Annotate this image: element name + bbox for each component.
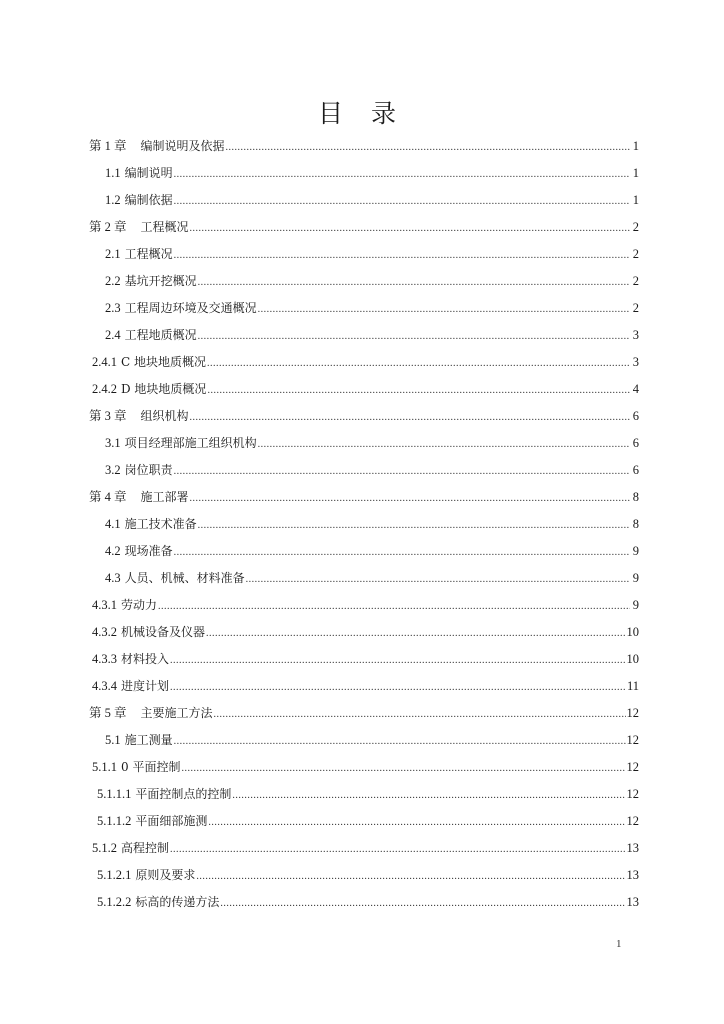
toc-entry-number: 1.1 xyxy=(105,166,121,180)
toc-entry-page: 6 xyxy=(632,436,639,450)
toc-entry[interactable] xyxy=(89,619,639,646)
toc-entry-title: 0 平面控制 xyxy=(121,760,181,774)
toc-entry[interactable] xyxy=(89,349,639,376)
toc-entry-page: 2 xyxy=(632,247,639,261)
toc-entry[interactable] xyxy=(89,214,639,241)
toc-entry-number: 5.1.2.1 xyxy=(97,868,132,882)
toc-entry-page: 2 xyxy=(632,274,639,288)
toc-entry-number: 第 2 章 xyxy=(89,220,127,234)
toc-entry-number: 1.2 xyxy=(105,193,121,207)
toc-entry[interactable] xyxy=(89,565,639,592)
toc-entry-page: 2 xyxy=(632,301,639,315)
toc-entry-page: 12 xyxy=(626,706,639,720)
toc-entry[interactable] xyxy=(89,430,639,457)
toc-entry[interactable] xyxy=(89,754,639,781)
toc-entry-title: 岗位职责 xyxy=(124,463,173,477)
toc-entry-title: 编制依据 xyxy=(124,193,173,207)
page-number: 1 xyxy=(616,938,622,950)
toc-dot-leader xyxy=(174,161,630,188)
toc-dot-leader xyxy=(214,701,626,728)
toc-entry-number: 5.1.2 xyxy=(92,841,117,855)
toc-entry-title: 劳动力 xyxy=(121,598,158,612)
toc-entry-page: 11 xyxy=(626,679,639,693)
toc-entry-page: 1 xyxy=(632,193,639,207)
toc-entry-page: 4 xyxy=(632,382,639,396)
toc-entry-page: 3 xyxy=(632,355,639,369)
toc-entry[interactable] xyxy=(89,511,639,538)
toc-entry-page: 10 xyxy=(626,652,639,666)
toc-entry-number: 2.4.1 xyxy=(92,355,117,369)
toc-entry-page: 9 xyxy=(632,544,639,558)
toc-dot-leader xyxy=(198,323,630,350)
toc-entry-title: 材料投入 xyxy=(121,652,170,666)
toc-entry-title: 项目经理部施工组织机构 xyxy=(124,436,257,450)
toc-entry-number: 2.2 xyxy=(105,274,121,288)
toc-entry-title: 施工测量 xyxy=(124,733,173,747)
toc-entry-title: 现场准备 xyxy=(124,544,173,558)
toc-entry-number: 4.3 xyxy=(105,571,121,585)
toc-entry[interactable] xyxy=(89,322,639,349)
toc-entry[interactable] xyxy=(89,781,639,808)
toc-entry[interactable] xyxy=(89,268,639,295)
toc-dot-leader xyxy=(198,269,630,296)
toc-entry-number: 2.1 xyxy=(105,247,121,261)
toc-dot-leader xyxy=(232,782,625,809)
toc-entry[interactable] xyxy=(89,295,639,322)
toc-entry-page: 13 xyxy=(626,895,639,909)
toc-entry-number: 4.3.3 xyxy=(92,652,117,666)
toc-entry[interactable] xyxy=(89,376,639,403)
toc-entry[interactable] xyxy=(89,538,639,565)
toc-entry[interactable] xyxy=(89,457,639,484)
toc-entry[interactable] xyxy=(89,673,639,700)
toc-entry-page: 12 xyxy=(626,760,639,774)
toc-entry-page: 6 xyxy=(632,463,639,477)
toc-entry-title: 高程控制 xyxy=(121,841,170,855)
toc-dot-leader xyxy=(170,647,625,674)
toc-entry-number: 3.1 xyxy=(105,436,121,450)
toc-entry[interactable] xyxy=(89,592,639,619)
toc-entry[interactable] xyxy=(89,187,639,214)
toc-entry-page: 8 xyxy=(632,490,639,504)
toc-dot-leader xyxy=(198,512,630,539)
toc-dot-leader xyxy=(196,863,625,890)
toc-entry-page: 9 xyxy=(632,571,639,585)
toc-entry-page: 2 xyxy=(632,220,639,234)
toc-entry[interactable] xyxy=(89,835,639,862)
toc-entry-page: 13 xyxy=(626,868,639,882)
toc-dot-leader xyxy=(174,188,630,215)
toc-entry-number: 4.2 xyxy=(105,544,121,558)
toc-dot-leader xyxy=(207,377,630,404)
toc-entry-number: 5.1.1 xyxy=(92,760,117,774)
toc-entry-number: 4.1 xyxy=(105,517,121,531)
toc-entry-number: 2.4 xyxy=(105,328,121,342)
toc-dot-leader xyxy=(190,215,630,242)
toc-entry-page: 12 xyxy=(626,733,639,747)
toc-entry-title: 机械设备及仪器 xyxy=(121,625,206,639)
toc-dot-leader xyxy=(170,674,626,701)
toc-entry-number: 5.1.1.2 xyxy=(97,814,132,828)
toc-entry-number: 4.3.4 xyxy=(92,679,117,693)
toc-entry-title: 进度计划 xyxy=(121,679,170,693)
toc-entry-title: 主要施工方法 xyxy=(140,706,213,720)
toc-dot-leader xyxy=(258,431,630,458)
toc-entry-number: 5.1.2.2 xyxy=(97,895,132,909)
toc-entry-title: 工程概况 xyxy=(124,247,173,261)
toc-entry-page: 13 xyxy=(626,841,639,855)
toc-entry-title: 原则及要求 xyxy=(135,868,196,882)
toc-entry-number: 5.1.1.1 xyxy=(97,787,132,801)
toc-entry-page: 1 xyxy=(632,139,639,153)
toc-entry-title: C 地块地质概况 xyxy=(121,355,206,369)
toc-dot-leader xyxy=(208,809,625,836)
toc-dot-leader xyxy=(258,296,630,323)
toc-entry[interactable] xyxy=(89,862,639,889)
table-of-contents xyxy=(89,133,639,916)
toc-dot-leader xyxy=(174,458,630,485)
toc-entry-page: 1 xyxy=(632,166,639,180)
toc-title: 目 录 xyxy=(318,99,406,128)
toc-entry[interactable] xyxy=(89,160,639,187)
toc-dot-leader xyxy=(206,620,625,647)
toc-entry-title: 标高的传递方法 xyxy=(135,895,220,909)
toc-entry-number: 第 4 章 xyxy=(89,490,127,504)
toc-entry-title: 平面控制点的控制 xyxy=(135,787,232,801)
toc-dot-leader xyxy=(190,485,630,512)
toc-dot-leader xyxy=(158,593,630,620)
toc-entry-title: 人员、机械、材料准备 xyxy=(124,571,245,585)
toc-entry-number: 4.3.2 xyxy=(92,625,117,639)
toc-entry[interactable] xyxy=(89,403,639,430)
toc-dot-leader xyxy=(190,404,630,431)
toc-entry-number: 2.4.2 xyxy=(92,382,117,396)
toc-entry-title: 工程概况 xyxy=(140,220,189,234)
toc-entry-number: 5.1 xyxy=(105,733,121,747)
toc-entry[interactable] xyxy=(89,889,639,916)
toc-dot-leader xyxy=(220,890,625,917)
toc-entry-title: 工程地质概况 xyxy=(124,328,197,342)
toc-entry[interactable] xyxy=(89,646,639,673)
toc-entry-title: 编制说明及依据 xyxy=(140,139,225,153)
toc-entry-number: 4.3.1 xyxy=(92,598,117,612)
toc-dot-leader xyxy=(174,242,630,269)
toc-entry-page: 8 xyxy=(632,517,639,531)
toc-entry-title: 编制说明 xyxy=(124,166,173,180)
toc-entry[interactable] xyxy=(89,808,639,835)
toc-entry-title: 施工部署 xyxy=(140,490,189,504)
toc-entry-title: 组织机构 xyxy=(140,409,189,423)
toc-entry-number: 第 3 章 xyxy=(89,409,127,423)
toc-dot-leader xyxy=(246,566,630,593)
toc-entry-number: 2.3 xyxy=(105,301,121,315)
toc-dot-leader xyxy=(226,134,630,161)
toc-entry-number: 3.2 xyxy=(105,463,121,477)
toc-entry[interactable] xyxy=(89,484,639,511)
toc-entry-number: 第 5 章 xyxy=(89,706,127,720)
toc-entry-page: 12 xyxy=(626,814,639,828)
toc-dot-leader xyxy=(207,350,630,377)
toc-entry-page: 3 xyxy=(632,328,639,342)
toc-entry[interactable] xyxy=(89,241,639,268)
toc-entry-title: 工程周边环境及交通概况 xyxy=(124,301,257,315)
toc-entry-title: D 地块地质概况 xyxy=(121,382,207,396)
toc-entry-page: 10 xyxy=(626,625,639,639)
toc-dot-leader xyxy=(181,755,625,782)
toc-entry-title: 施工技术准备 xyxy=(124,517,197,531)
toc-entry[interactable] xyxy=(89,727,639,754)
toc-dot-leader xyxy=(174,539,630,566)
toc-dot-leader xyxy=(170,836,625,863)
toc-entry-title: 平面细部施测 xyxy=(135,814,208,828)
toc-entry-title: 基坑开挖概况 xyxy=(124,274,197,288)
toc-entry-page: 9 xyxy=(632,598,639,612)
toc-entry[interactable] xyxy=(89,700,639,727)
toc-entry[interactable] xyxy=(89,133,639,160)
toc-entry-page: 6 xyxy=(632,409,639,423)
toc-entry-page: 12 xyxy=(626,787,639,801)
toc-dot-leader xyxy=(174,728,626,755)
toc-entry-number: 第 1 章 xyxy=(89,139,127,153)
